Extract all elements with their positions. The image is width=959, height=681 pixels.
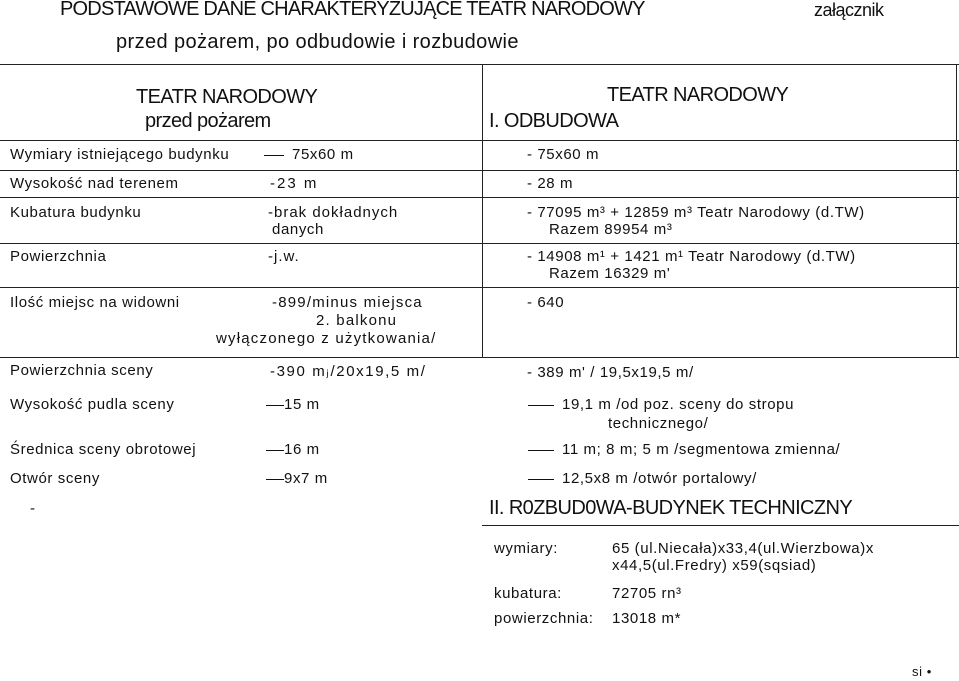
left-subheading: przed pożarem [145,110,271,132]
flytower-value: 15 m [284,396,320,413]
section-reconstruction: I. ODBUDOWA [489,110,619,132]
revolve-value: 16 m [284,441,320,458]
dash [528,405,554,406]
revolve-value-new: 11 m; 8 m; 5 m /segmentowa zmienna/ [562,441,841,458]
page-mark: si • [912,664,932,679]
tech-dims-value-cont: x44,5(ul.Fredry) x59(sqsiad) [612,557,817,574]
seats-value-new: - 640 [527,294,565,311]
dims-value: 75x60 m [292,146,354,163]
tech-area-label: powierzchnia: [494,610,594,627]
height-value-new: - 28 m [527,175,574,192]
tech-volume-value: 72705 rn³ [612,585,682,602]
row-divider [0,140,959,141]
dash [266,450,284,451]
revolve-label: Średnica sceny obrotowej [10,441,197,458]
table-top-border [0,64,959,65]
section-divider [482,525,959,526]
section-expansion: II. R0ZBUD0WA-BUDYNEK TECHNICZNY [489,497,853,519]
row-divider [0,357,959,358]
row-divider [0,287,959,288]
stage-area-value-new: - 389 m' / 19,5x19,5 m/ [527,364,694,381]
flytower-value-new: 19,1 m /od poz. sceny do stropu [562,396,795,413]
volume-value: -brak dokładnych [268,204,399,221]
attachment-label: załącznik [814,0,884,20]
opening-value: 9x7 m [284,470,328,487]
seats-value: -899/minus miejsca [272,294,423,311]
trailing-dash: - [30,500,36,517]
seats-value-cont: 2. balkonu [316,312,398,329]
document-subtitle: przed pożarem, po odbudowie i rozbudowie [116,31,519,53]
volume-value-new: - 77095 m³ + 12859 m³ Teatr Narodowy (d.TW) [527,204,865,221]
dims-value-new: - 75x60 m [527,146,600,163]
volume-label: Kubatura budynku [10,204,142,221]
dash [528,450,554,451]
dims-label: Wymiary istniejącego budynku [10,146,230,163]
height-value: -23 m [270,175,319,192]
right-border [956,64,957,358]
volume-total: Razem 89954 m³ [549,221,673,238]
row-divider [0,197,959,198]
stage-area-label: Powierzchnia sceny [10,362,154,379]
area-total: Razem 16329 m' [549,265,671,282]
area-label: Powierzchnia [10,248,107,265]
dash [528,479,554,480]
flytower-label: Wysokość pudla sceny [10,396,175,413]
seats-label: Ilość miejsc na widowni [10,294,180,311]
row-divider [0,170,959,171]
opening-label: Otwór sceny [10,470,100,487]
document-title: PODSTAWOWE DANE CHARAKTERYZUJĄCE TEATR NARODOWY [60,0,645,20]
height-label: Wysokość nad terenem [10,175,179,192]
volume-value-cont: danych [272,221,324,238]
dash [266,479,284,480]
tech-dims-value: 65 (ul.Niecała)x33,4(ul.Wierzbowa)x [612,540,874,557]
tech-area-value: 13018 m* [612,610,682,627]
tech-volume-label: kubatura: [494,585,562,602]
dash [266,405,284,406]
seats-value-note: wyłączonego z użytkowania/ [216,330,437,347]
tech-dims-label: wymiary: [494,540,558,557]
opening-value-new: 12,5x8 m /otwór portalowy/ [562,470,757,487]
right-heading: TEATR NARODOWY [607,84,789,106]
flytower-value-new-cont: technicznego/ [608,415,709,432]
stage-area-value: -390 mⱼ/20x19,5 m/ [270,363,427,380]
column-divider [482,64,483,358]
area-value-new: - 14908 m¹ + 1421 m¹ Teatr Narodowy (d.TW) [527,248,856,265]
area-value: -j.w. [268,248,300,265]
left-heading: TEATR NARODOWY [136,86,318,108]
row-divider [0,243,959,244]
dash [264,155,284,156]
